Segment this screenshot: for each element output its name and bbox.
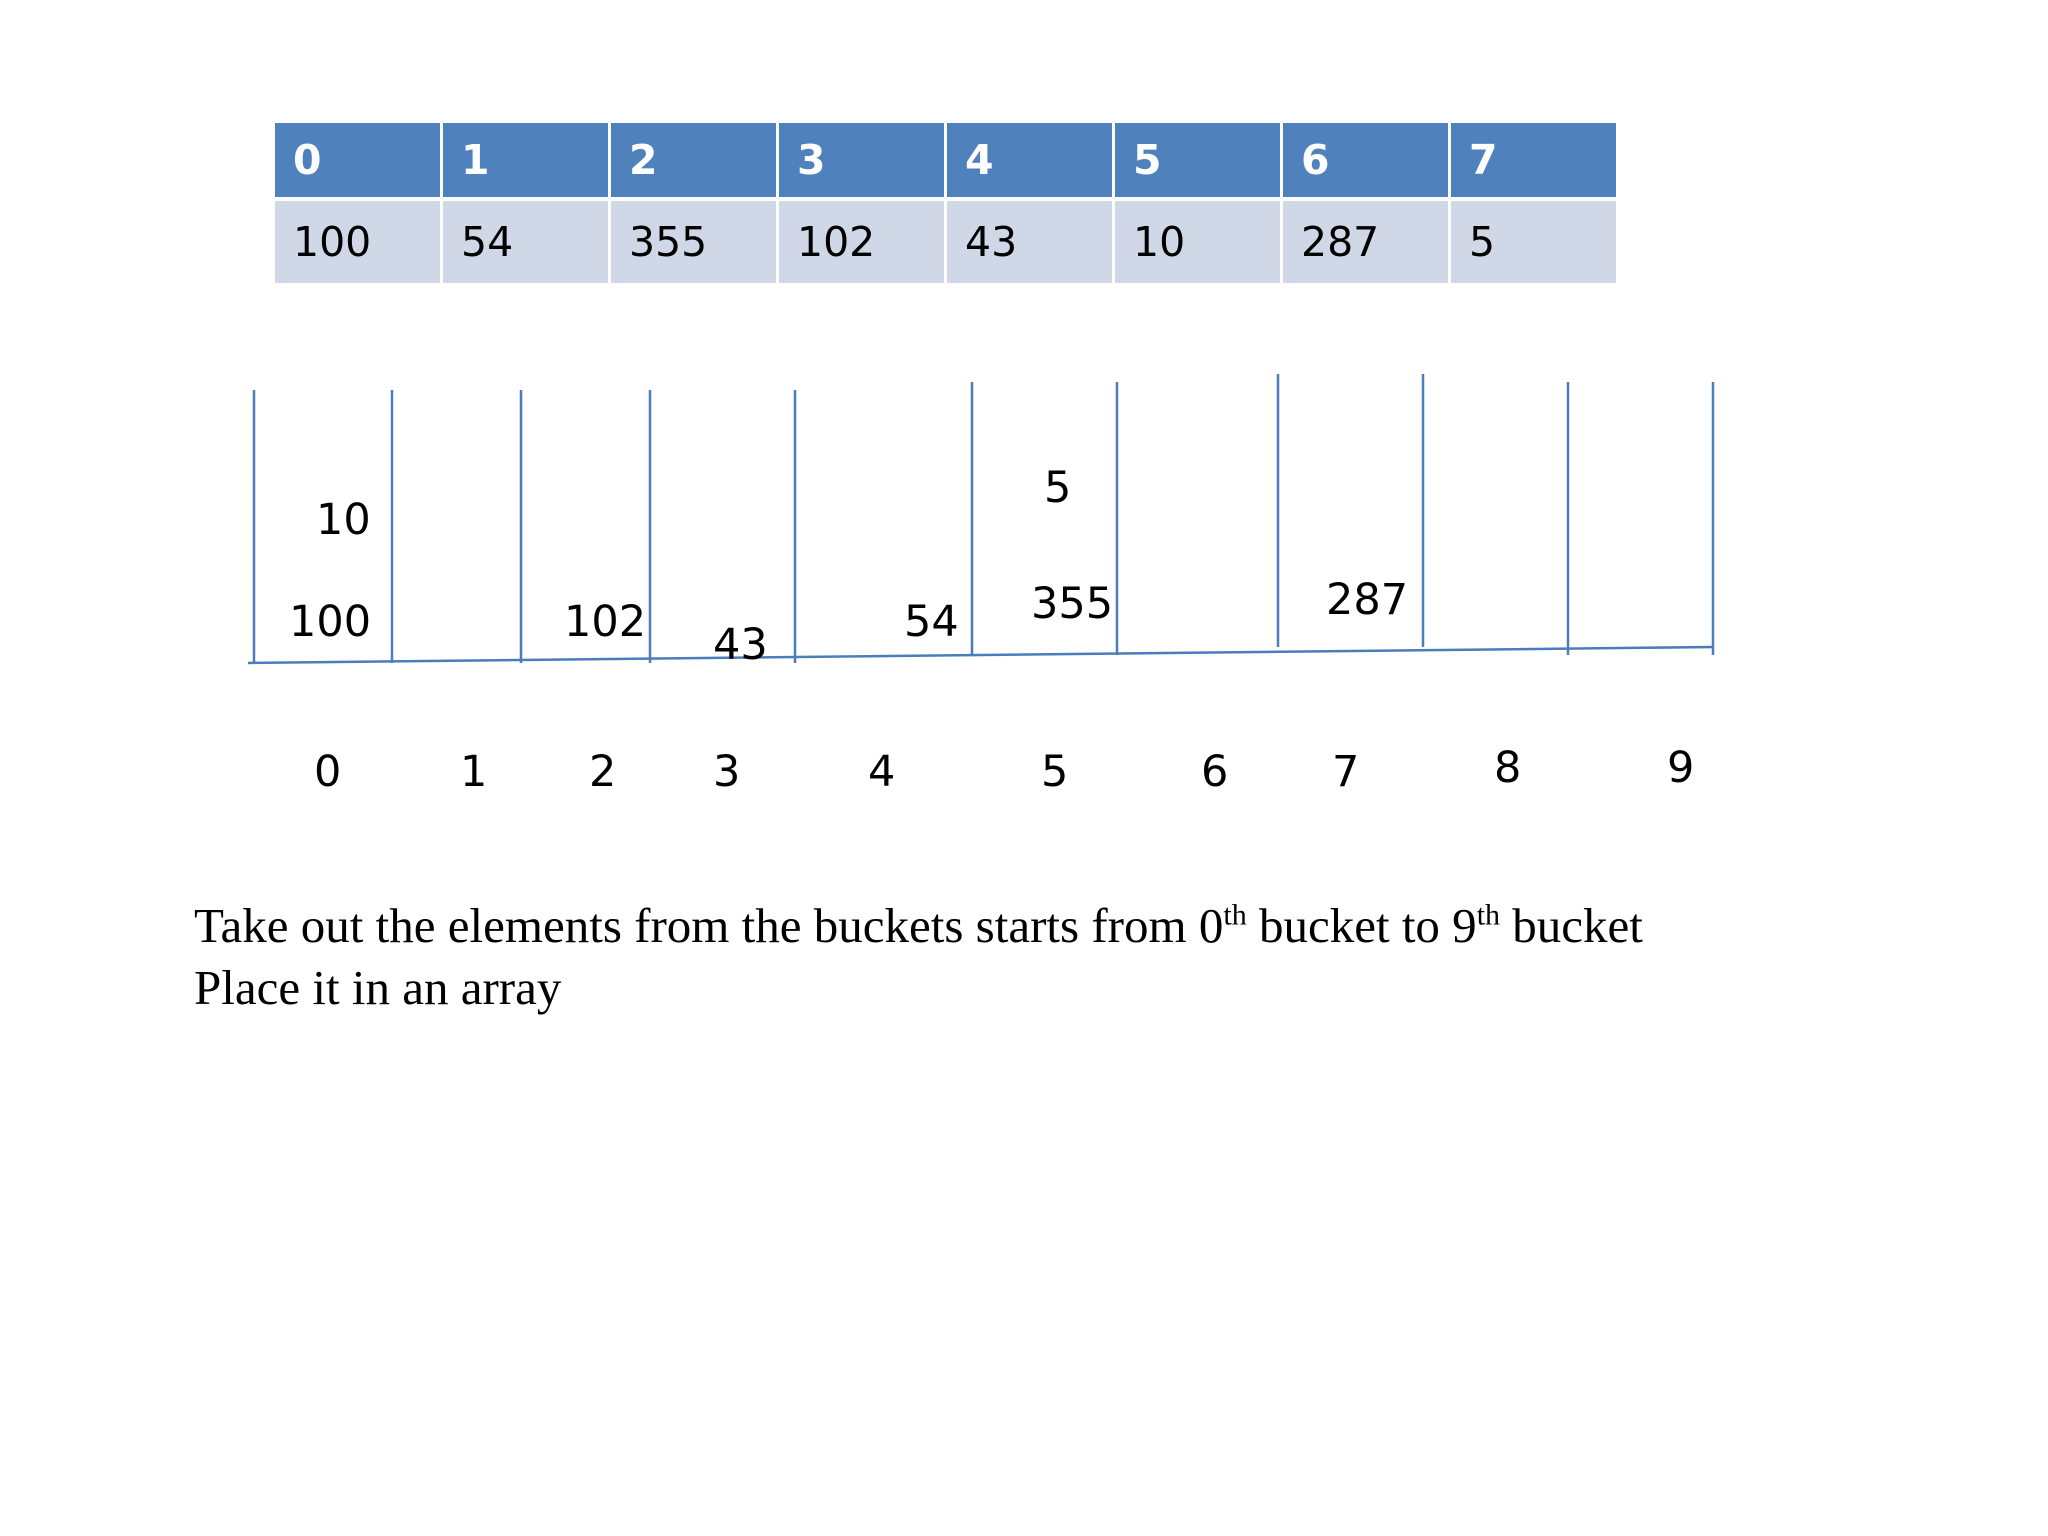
bucket-lines (248, 374, 1714, 663)
ordinal-suffix: th (1223, 898, 1247, 932)
bucket-item: 43 (713, 620, 768, 670)
caption-text: Take out the elements from the buckets starts from 0 (194, 898, 1224, 953)
bucket-label: 9 (1667, 743, 1695, 793)
bucket-label: 6 (1201, 747, 1229, 797)
value-cell: 287 (1283, 201, 1448, 283)
value-cell: 10 (1115, 201, 1280, 283)
bucket-item: 355 (1031, 579, 1114, 629)
caption (194, 895, 1894, 1019)
value-cell: 5 (1451, 201, 1616, 283)
index-cell: 7 (1451, 123, 1616, 201)
bucket-item: 287 (1326, 575, 1409, 625)
value-cell: 102 (779, 201, 944, 283)
caption-line-1 (194, 895, 1894, 957)
bucket-baseline (248, 647, 1714, 663)
bucket-label: 3 (713, 747, 741, 797)
caption-text: bucket to 9 (1246, 898, 1477, 953)
value-cell: 100 (275, 201, 440, 283)
bucket-label: 7 (1332, 747, 1360, 797)
bucket-label: 4 (868, 747, 896, 797)
bucket-item: 10 (316, 495, 371, 545)
bucket-label: 1 (460, 747, 488, 797)
caption-line-2: Place it in an array (194, 960, 562, 1015)
index-cell: 2 (611, 123, 776, 201)
bucket-item: 5 (1044, 463, 1072, 513)
value-cell: 355 (611, 201, 776, 283)
caption-text: bucket (1500, 898, 1643, 953)
index-cell: 3 (779, 123, 944, 201)
index-cell: 4 (947, 123, 1112, 201)
bucket-label: 8 (1494, 743, 1522, 793)
ordinal-suffix: th (1476, 898, 1501, 932)
index-cell: 6 (1283, 123, 1448, 201)
bucket-label: 2 (589, 747, 617, 797)
index-cell: 5 (1115, 123, 1280, 201)
bucket-item: 102 (564, 597, 647, 647)
bucket-label: 0 (314, 747, 342, 797)
bucket-label: 5 (1041, 747, 1069, 797)
value-cell: 43 (947, 201, 1112, 283)
bucket-item: 100 (289, 597, 372, 647)
index-cell: 0 (275, 123, 440, 201)
value-cell: 54 (443, 201, 608, 283)
bucket-item: 54 (904, 597, 959, 647)
index-cell: 1 (443, 123, 608, 201)
